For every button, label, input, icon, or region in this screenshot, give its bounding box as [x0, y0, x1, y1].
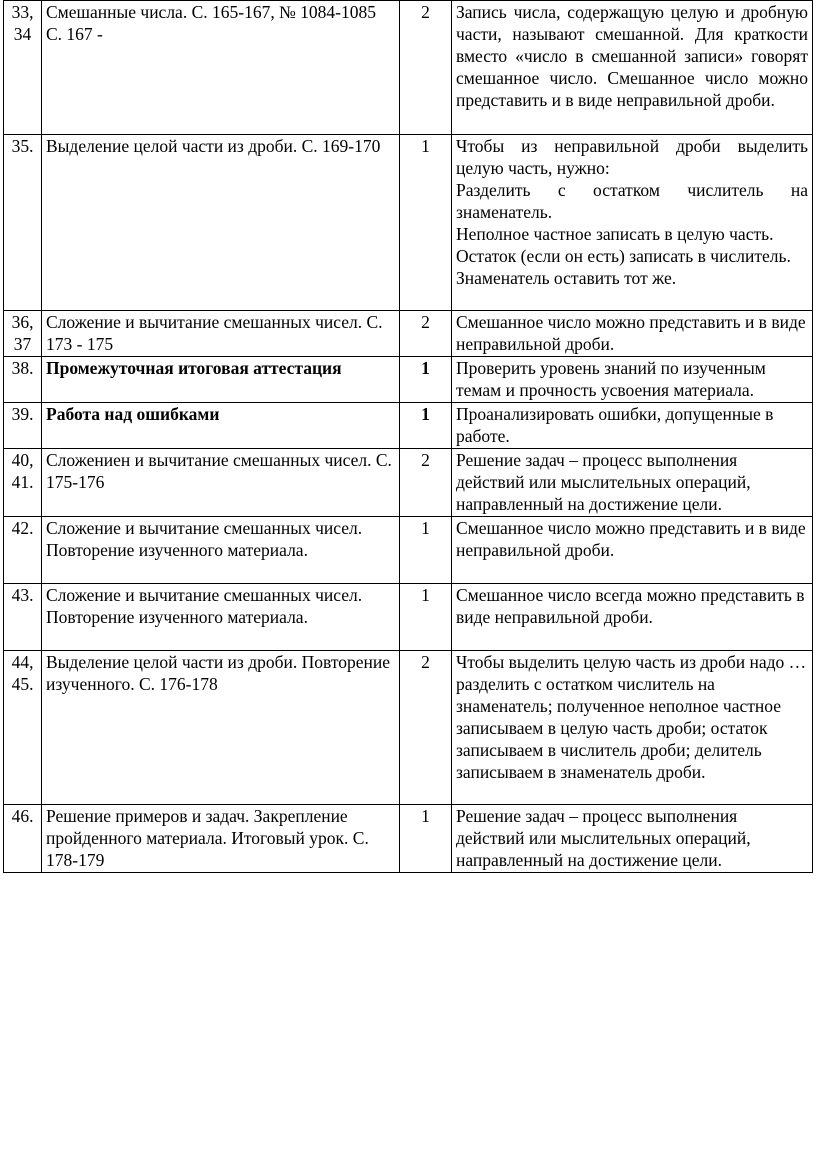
lesson-topic: Сложение и вычитание смешанных чисел. Повторение изученного материала.	[42, 517, 400, 584]
lesson-hours: 1	[400, 357, 452, 403]
lesson-hours: 2	[400, 311, 452, 357]
table-row	[4, 584, 813, 651]
table-row	[4, 1, 813, 135]
lesson-hours: 1	[400, 403, 452, 449]
lesson-description: Проанализировать ошибки, допущенные в работе.	[452, 403, 813, 449]
lesson-description: Чтобы выделить целую часть из дроби надо … разделить с остатком числитель на знаменатель; полученное неполное частное записываем в целую часть дроби; остаток записываем в числитель дроби; делитель записываем в знаменатель дроби.	[452, 651, 813, 805]
lesson-topic: Сложениен и вычитание смешанных чисел. С. 175-176	[42, 449, 400, 517]
table-row	[4, 403, 813, 449]
lesson-description: Запись числа, содержащую целую и дробную части, называют смешанной. Для краткости вместо «число в смешанной записи» говорят смешанное число. Смешанное число можно представить и в виде неправильной дроби.	[452, 1, 813, 135]
lesson-number: 46.	[4, 805, 42, 873]
lesson-hours: 1	[400, 584, 452, 651]
description-line: Знаменатель оставить тот же.	[456, 268, 677, 288]
lesson-number: 36, 37	[4, 311, 42, 357]
lesson-topic: Сложение и вычитание смешанных чисел. С. 173 - 175	[42, 311, 400, 357]
lesson-description: Смешанное число всегда можно представить в виде неправильной дроби.	[452, 584, 813, 651]
lesson-hours: 1	[400, 517, 452, 584]
lesson-topic: Решение примеров и задач. Закрепление пройденного материала. Итоговый урок. С. 178-179	[42, 805, 400, 873]
lesson-hours: 1	[400, 135, 452, 311]
lesson-number: 33, 34	[4, 1, 42, 135]
table-row	[4, 357, 813, 403]
lesson-number: 35.	[4, 135, 42, 311]
table-row	[4, 311, 813, 357]
table-row	[4, 449, 813, 517]
lesson-hours: 2	[400, 449, 452, 517]
table-row	[4, 135, 813, 311]
lesson-number: 38.	[4, 357, 42, 403]
lesson-hours: 1	[400, 805, 452, 873]
lesson-description: Смешанное число можно представить и в виде неправильной дроби.	[452, 517, 813, 584]
lesson-number: 42.	[4, 517, 42, 584]
lesson-hours: 2	[400, 1, 452, 135]
lesson-topic: Сложение и вычитание смешанных чисел. Повторение изученного материала.	[42, 584, 400, 651]
description-line: Неполное частное записать в целую часть.	[456, 224, 774, 244]
lesson-topic: Промежуточная итоговая аттестация	[42, 357, 400, 403]
lesson-topic: Работа над ошибками	[42, 403, 400, 449]
lesson-description: Проверить уровень знаний по изученным темам и прочность усвоения материала.	[452, 357, 813, 403]
lesson-plan-table	[3, 0, 813, 873]
description-line: Разделить с остатком числитель на знаменатель.	[456, 180, 808, 222]
lesson-number: 44, 45.	[4, 651, 42, 805]
lesson-description	[452, 135, 813, 311]
lesson-number: 39.	[4, 403, 42, 449]
lesson-topic: Смешанные числа. С. 165-167, № 1084-1085 С. 167 -	[42, 1, 400, 135]
table-row	[4, 805, 813, 873]
lesson-topic: Выделение целой части из дроби. Повторение изученного. С. 176-178	[42, 651, 400, 805]
lesson-description: Решение задач – процесс выполнения действий или мыслительных операций, направленный на достижение цели.	[452, 449, 813, 517]
lesson-hours: 2	[400, 651, 452, 805]
lesson-description: Смешанное число можно представить и в виде неправильной дроби.	[452, 311, 813, 357]
lesson-number: 43.	[4, 584, 42, 651]
description-line: Остаток (если он есть) записать в числитель.	[456, 246, 791, 266]
lesson-topic: Выделение целой части из дроби. С. 169-170	[42, 135, 400, 311]
table-row	[4, 517, 813, 584]
table-row	[4, 651, 813, 805]
lesson-number: 40, 41.	[4, 449, 42, 517]
description-line: Чтобы из неправильной дроби выделить целую часть, нужно:	[456, 136, 808, 178]
lesson-description: Решение задач – процесс выполнения действий или мыслительных операций, направленный на достижение цели.	[452, 805, 813, 873]
